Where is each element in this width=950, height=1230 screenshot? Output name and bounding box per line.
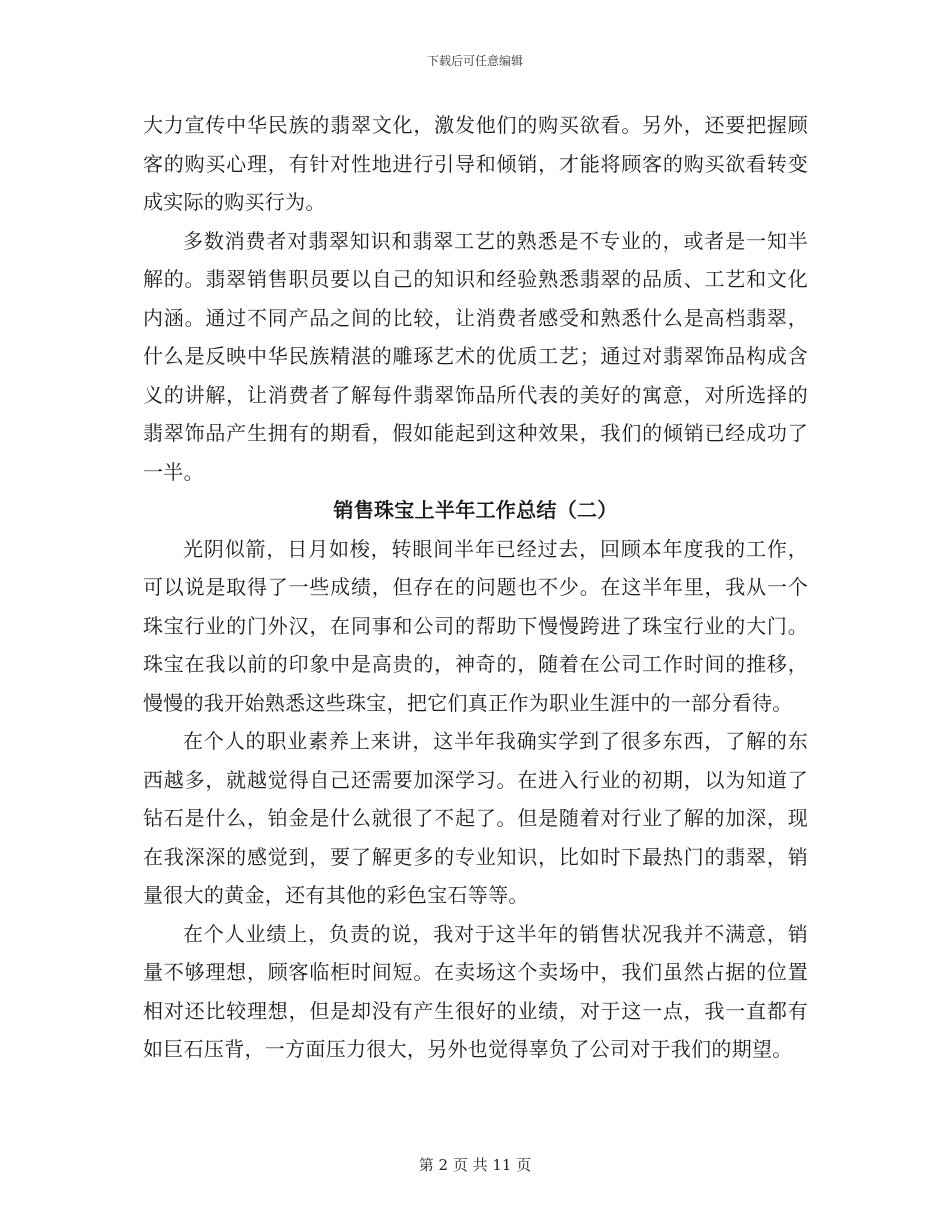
page-number: 第 2 页 共 11 页 — [418, 1156, 532, 1174]
paragraph: 在个人业绩上，负责的说，我对于这半年的销售状况我并不满意，销量不够理想，顾客临柜时间短。在卖场这个卖场中，我们虽然占据的位置相对还比较理想，但是却没有产生很好的业绩，对于这一点，我一直都有如巨石压背，一方面压力很大，另外也觉得辜负了公司对于我们的期望。 — [143, 921, 808, 1061]
paragraph-continued: 大力宣传中华民族的翡翠文化，激发他们的购买欲看。另外，还要把握顾客的购买心理，有针对性地进行引导和倾销，才能将顾客的购买欲看转变成实际的购买行为。 — [143, 113, 808, 214]
document-body — [143, 106, 808, 1069]
paragraph: 在个人的职业素养上来讲，这半年我确实学到了很多东西，了解的东西越多，就越觉得自己还需要加深学习。在进入行业的初期，以为知道了钻石是什么，铂金是什么就很了不起了。但是随着对行业了解的加深，现在我深深的感觉到，要了解更多的专业知识，比如时下最热门的翡翠，销量很大的黄金，还有其他的彩色宝石等等。 — [143, 729, 808, 907]
page-header-note: 下载后可任意编辑 — [426, 54, 523, 68]
paragraph: 光阴似箭，日月如梭，转眼间半年已经过去，回顾本年度我的工作，可以说是取得了一些成绩，但存在的问题也不少。在这半年里，我从一个珠宝行业的门外汉，在同事和公司的帮助下慢慢跨进了珠宝行业的大门。珠宝在我以前的印象中是高贵的，神奇的，随着在公司工作时间的推移，慢慢的我开始熟悉这些珠宝，把它们真正作为职业生涯中的一部分看待。 — [143, 536, 808, 715]
paragraph: 多数消费者对翡翠知识和翡翠工艺的熟悉是不专业的，或者是一知半解的。翡翠销售职员要以自己的知识和经验熟悉翡翠的品质、工艺和文化内涵。通过不同产品之间的比较，让消费者感受和熟悉什么是高档翡翠，什么是反映中华民族精湛的雕琢艺术的优质工艺；通过对翡翠饰品构成含义的讲解，让消费者了解每件翡翠饰品所代表的美好的寓意，对所选择的翡翠饰品产生拥有的期看，假如能起到这种效果，我们的倾销已经成功了一半。 — [143, 228, 808, 484]
section-title: 销售珠宝上半年工作总结（二） — [333, 498, 618, 522]
